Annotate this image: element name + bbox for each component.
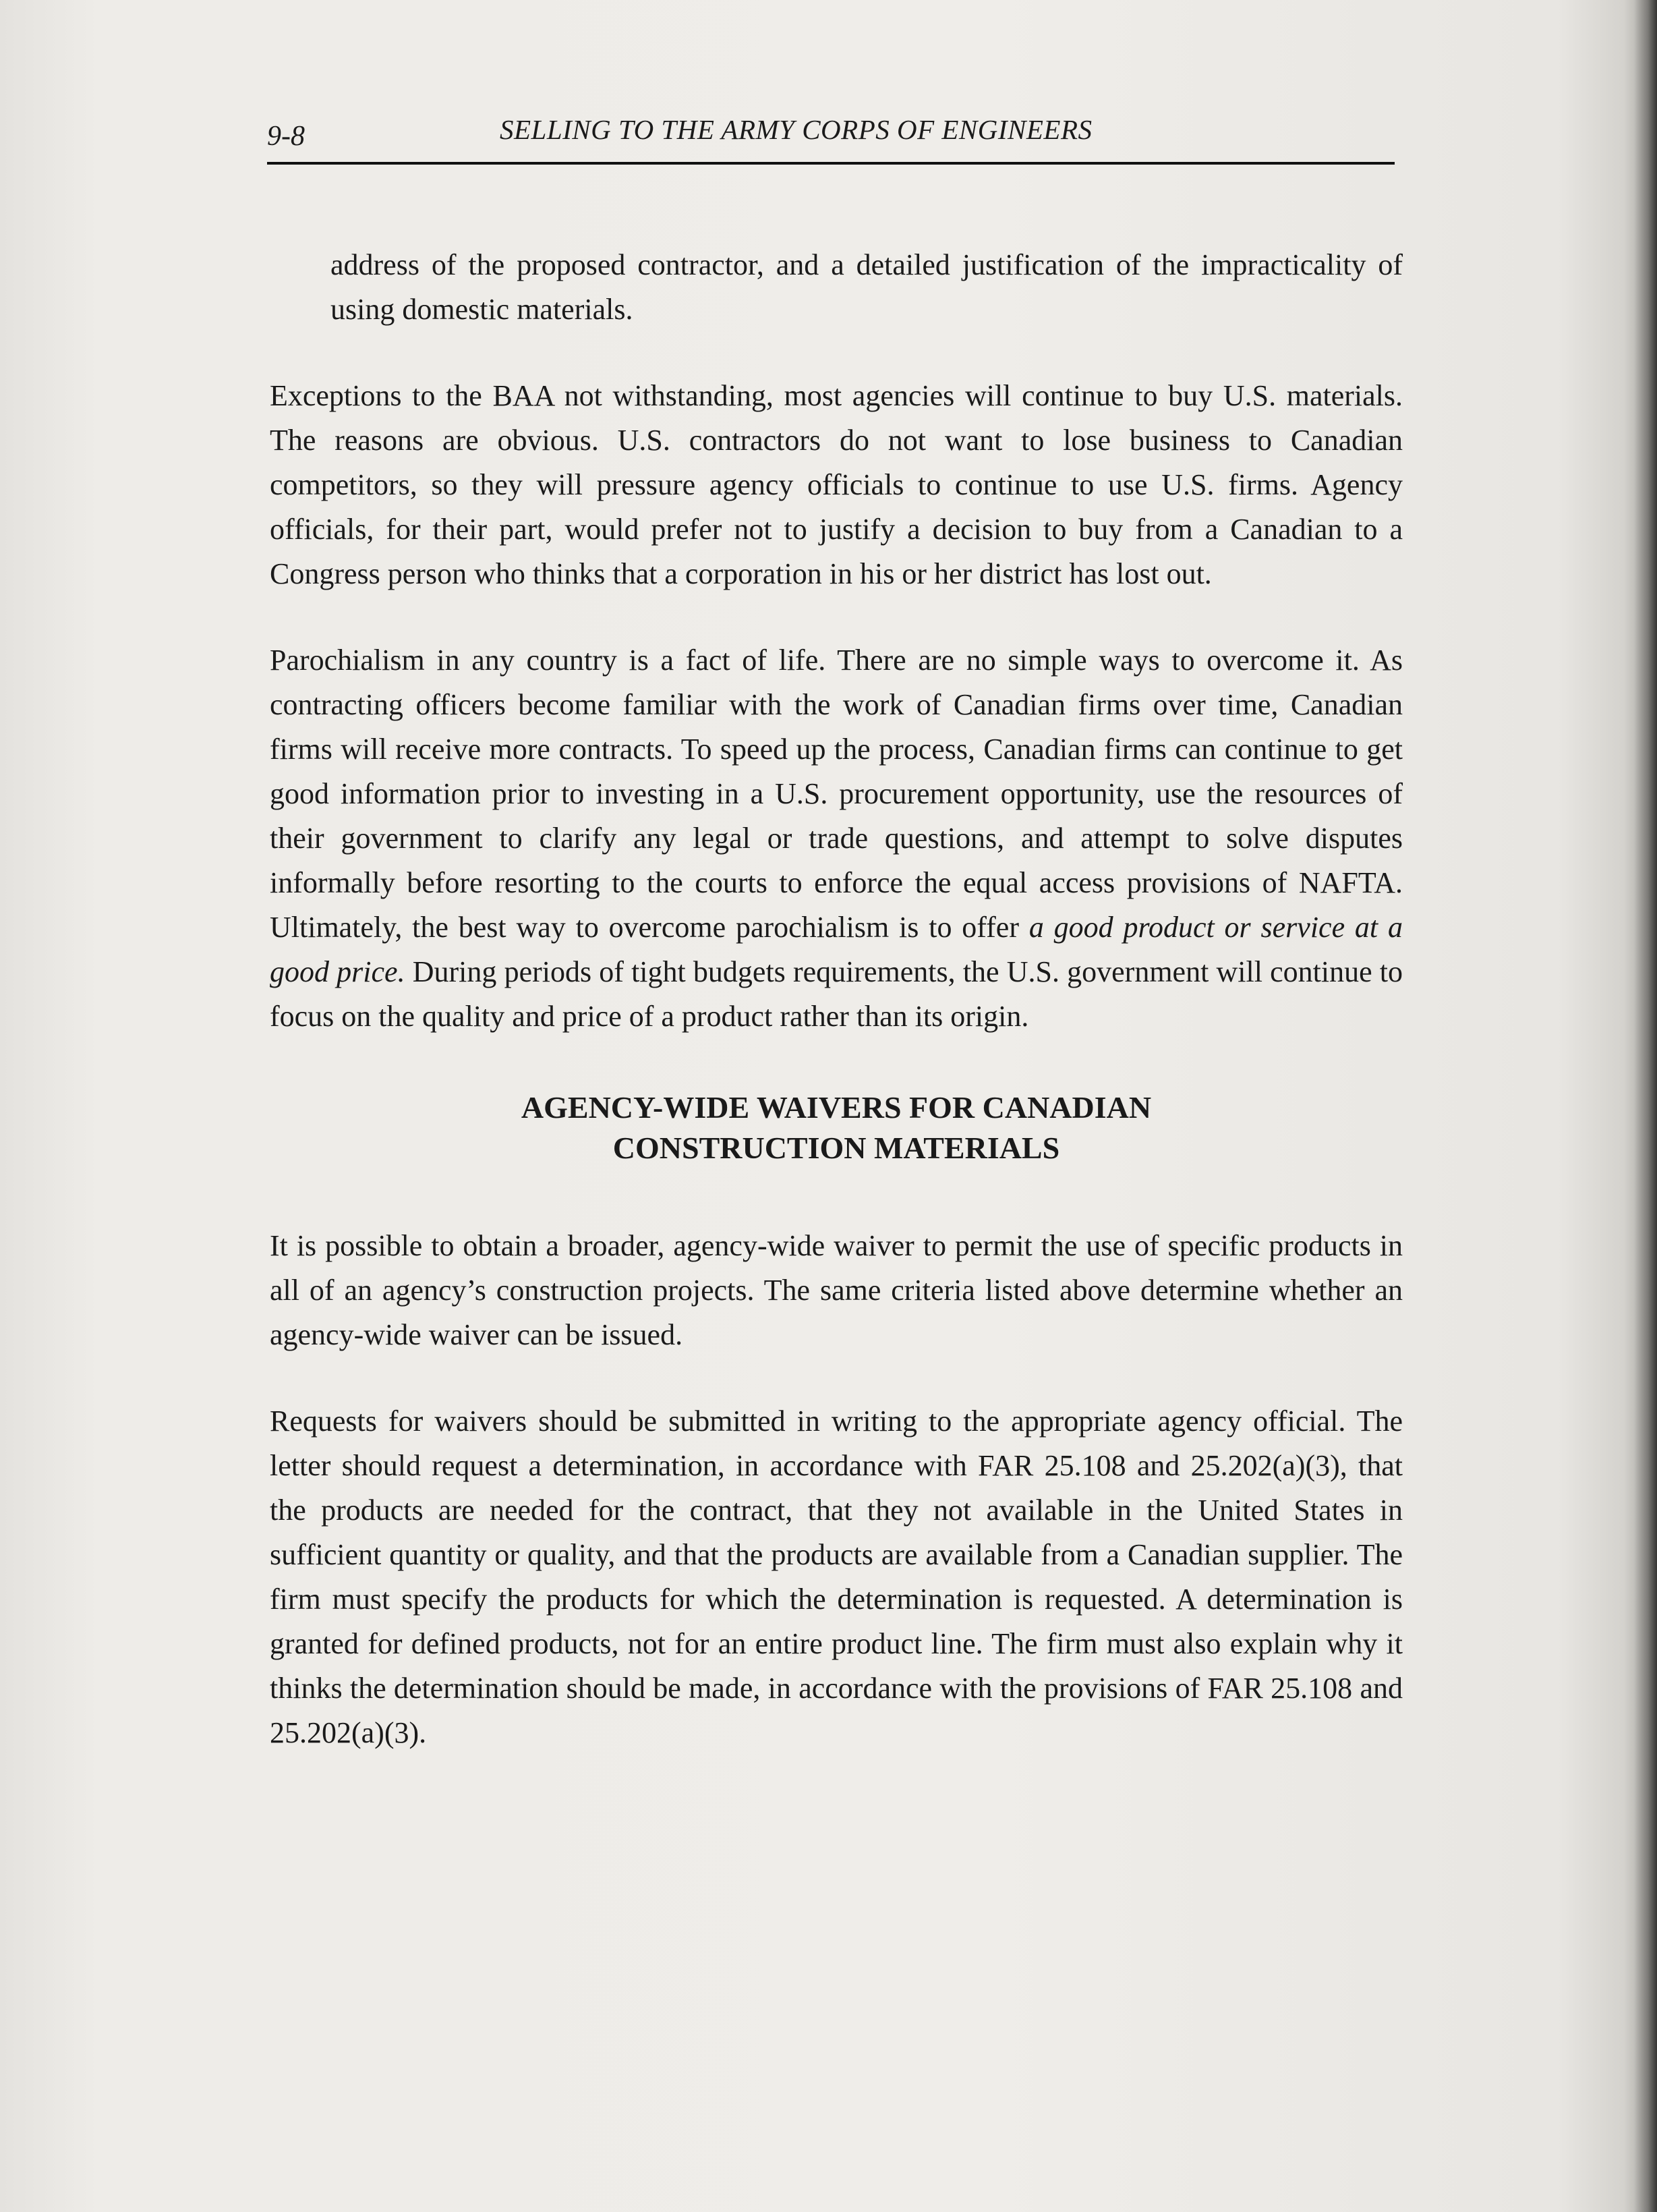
parochialism-text-end: During periods of tight budgets requirements, the U.S. government will continue to focus on the quality and price of a product rather than its origin. xyxy=(270,955,1403,1033)
page-number: 9-8 xyxy=(267,121,305,152)
parochialism-emphasis: a good product or service at a good price. xyxy=(270,911,1403,988)
section-heading-line-1: AGENCY-WIDE WAIVERS FOR CANADIAN xyxy=(521,1090,1152,1125)
paragraph-exceptions-baa: Exceptions to the BAA not withstanding, most agencies will continue to buy U.S. materials. The reasons are obvious. U.S. contractors do not want to lose business to Canadian competitors, so they will pressure agency officials to continue to use U.S. firms. Agency officials, for their part, would prefer not to justify a decision to buy from a Canadian to a Congress person who thinks that a corporation in his or her district has lost out. xyxy=(270,379,1403,590)
running-title: SELLING TO THE ARMY CORPS OF ENGINEERS xyxy=(500,114,1093,145)
book-spine-shadow xyxy=(1634,0,1657,2212)
paragraph-waiver-requests: Requests for waivers should be submitted in writing to the appropriate agency official. The letter should request a determination, in accordance with FAR 25.108 and 25.202(a)(3), that the products are needed for the contract, that they not available in the United States in sufficient quantity or quality, and that the products are available from a Canadian supplier. The firm must specify the products for which the determination is requested. A determination is granted for defined products, not for an entire product line. The firm must also explain why it thinks the determination should be made, in accordance with the provisions of FAR 25.108 and 25.202(a)(3). xyxy=(270,1405,1403,1749)
parochialism-text-start: Parochialism in any country is a fact of life. There are no simple ways to overcome it. As contracting officers become familiar with the work of Canadian firms over time, Canadian firms will receive more contracts. To speed up the process, Canadian firms can continue to get good information prior to investing in a U.S. procurement opportunity, use the resources of their government to clarify any legal or trade questions, and attempt to solve disputes informally before resorting to the courts to enforce the equal access provisions of NAFTA. Ultimately, the best way to overcome parochialism is to offer xyxy=(270,644,1403,944)
page-body xyxy=(270,243,1403,1797)
section-heading-line-2: CONSTRUCTION MATERIALS xyxy=(612,1131,1060,1165)
paragraph-agency-wide-waiver: It is possible to obtain a broader, agency-wide waiver to permit the use of specific products in all of an agency’s construction projects. The same criteria listed above determine whether an agency-wide waiver can be issued. xyxy=(270,1229,1403,1351)
section-heading xyxy=(270,1087,1403,1168)
page-header xyxy=(267,113,1395,165)
paragraph-parochialism xyxy=(270,638,1403,1039)
continued-paragraph: address of the proposed contractor, and a detailed justification of the impracticality of using domestic materials. xyxy=(330,248,1403,326)
